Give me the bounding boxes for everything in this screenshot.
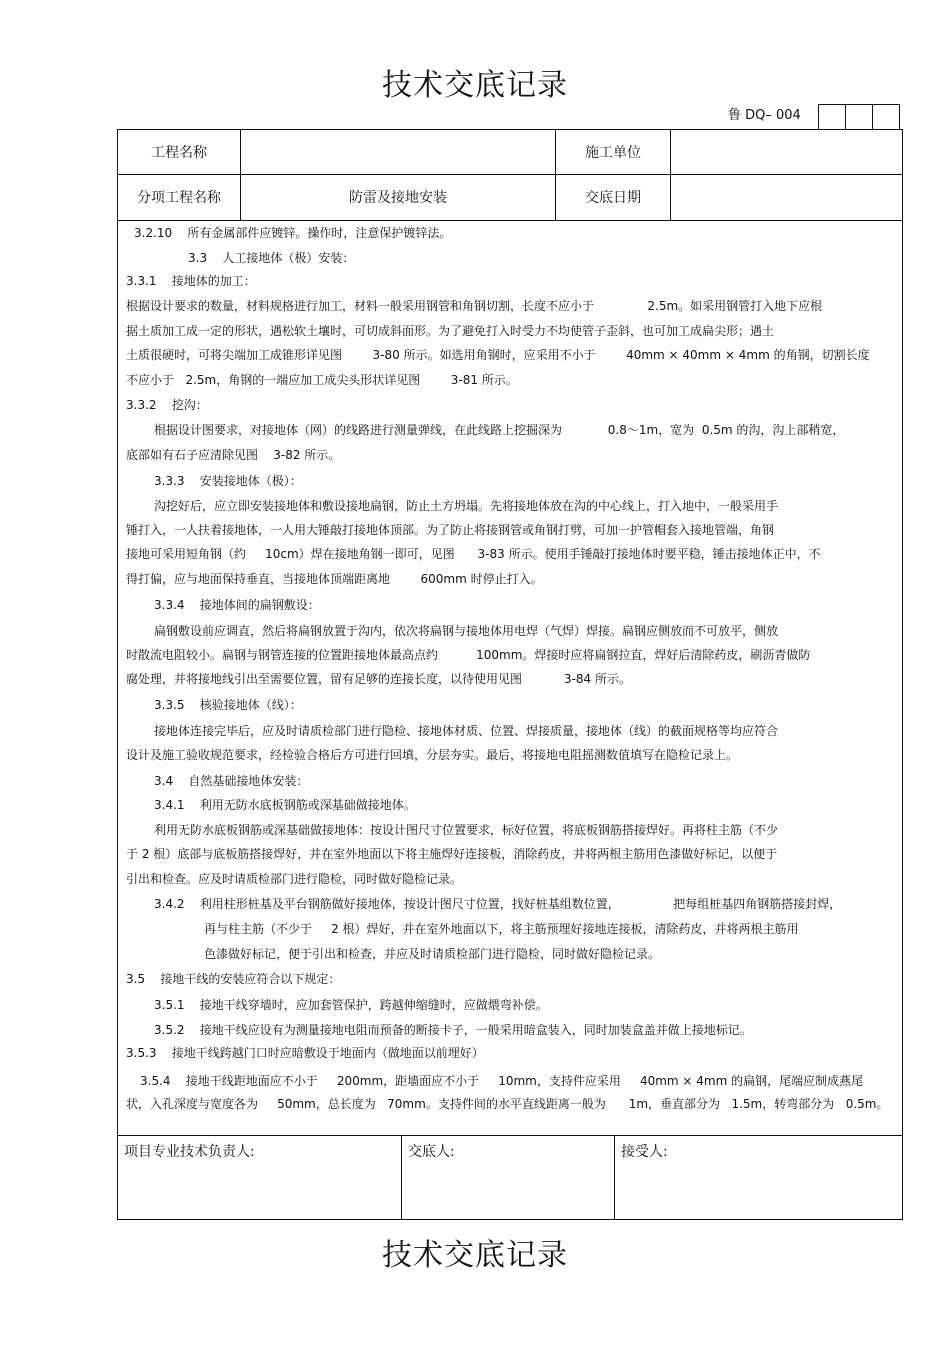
content-line: 3.5.3 接地干线跨越门口时应暗敷设于地面内（做地面以前埋好） [126, 1046, 484, 1060]
content-line: 3.5.2 接地干线应设有为测量接地电阻而预备的断接卡子，一般采用暗盒装入，同时加装盒盖并做上接地标记。 [154, 1023, 752, 1037]
content-line: 得打偏，应与地面保持垂直，当接地体顶端距离地 600mm 时停止打入。 [126, 572, 543, 586]
content-line: 接地体连接完毕后，应及时请质检部门进行隐检、接地体材质、位置、焊接质量，接地体（线）的截面规格等均应符合 [154, 724, 779, 738]
content-line: 不应小于 2.5m，角钢的一端应加工成尖头形状详见图 3-81 所示。 [126, 373, 518, 387]
content-line: 据土质加工成一定的形状，遇松软土壤时，可切成斜面形。为了避免打入时受力不均使管子歪斜，也可加工成扁尖形；遇土 [126, 324, 775, 338]
content-line: 再与柱主筋（不少于 2 根）焊好，并在室外地面以下，将主筋预埋好接地连接板，清除药皮，并将两根主筋用 [204, 922, 799, 936]
document-number-boxes [818, 104, 900, 129]
discloser-signature-field [402, 1136, 615, 1220]
content-line: 3.2.10 所有金属部件应镀锌。操作时，注意保护镀锌法。 [134, 226, 452, 240]
date-label: 交底日期 [556, 174, 671, 220]
content-line: 3.3.2 挖沟： [126, 398, 208, 412]
content-line: 锤打入，一人扶着接地体，一人用大锤敲打接地体顶部。为了防止将接钢管或角钢打劈，可加一护管帽套入接地管端，角钢 [126, 523, 775, 537]
content-line: 扁钢敷设前应调直，然后将扁钢放置于沟内，依次将扁钢与接地体用电焊（气焊）焊接。扁钢应侧放而不可放平，侧放 [154, 624, 779, 638]
content-line: 根据设计要求的数量，材料规格进行加工，材料一般采用钢管和角钢切割，长度不应小于 2.5m。如采用钢管打入地下应根 [126, 299, 823, 313]
content-line: 3.3.5 核验接地体（线）： [154, 698, 302, 712]
document-title: 技术交底记录 [382, 68, 568, 103]
content-line: 时散流电阻较小。扁钢与钢管连接的位置距接地体最高点约 100mm。焊接时应将扁钢拉直，焊好后清除药皮，刷沥青做防 [126, 648, 811, 662]
content-line: 腐处理，并将接地线引出至需要位置，留有足够的连接长度，以待使用见图 3-84 所示。 [126, 672, 632, 686]
number-box [846, 105, 873, 129]
content-line: 于 2 根）底部与底板筋搭接焊好，并在室外地面以下将主施焊好连接板，消除药皮，并将两根主筋用色漆做好标记，以便于 [126, 847, 778, 861]
content-line: 3.4.2 利用柱形桩基及平台钢筋做好接地体，按设计图尺寸位置，找好桩基组数位置， 把每组桩基四角钢筋搭接封焊， [154, 897, 842, 911]
content-line: 接地可采用短角钢（约 10cm）焊在接地角钢一即可，见图 3-83 所示。使用手锤敲打接地体时要平稳，锤击接地体正中，不 [126, 547, 821, 561]
tech-lead-signature-field [118, 1136, 402, 1220]
construction-unit-value [671, 130, 902, 174]
next-page-title: 技术交底记录 [382, 1238, 568, 1273]
document-number: 鲁 DQ– 004 [728, 108, 801, 123]
tech-lead-label: 项目专业技术负责人: [124, 1144, 255, 1160]
content-line: 土质很硬时，可将尖端加工成锥形详见图 3-80 所示。如选用角钢时，应采用不小于 40mm × 40mm × 4mm 的角钢，切割长度 [126, 348, 870, 362]
project-name-value [241, 130, 556, 174]
record-sheet [117, 129, 903, 1220]
sub-project-label: 分项工程名称 [118, 174, 241, 220]
content-line: 设计及施工验收规范要求，经检验合格后方可进行回填，分层夯实。最后，将接地电阻摇测数值填写在隐检记录上。 [126, 748, 739, 762]
header-row-subproject [118, 174, 902, 221]
content-line: 3.4 自然基础接地体安装： [154, 774, 309, 788]
construction-unit-label: 施工单位 [556, 130, 671, 174]
sub-project-value: 防雷及接地安装 [241, 174, 556, 220]
content-line: 色漆做好标记，便于引出和检查，并应及时请质检部门进行隐检，同时做好隐检记录。 [204, 947, 661, 961]
content-line: 3.5.1 接地干线穿墙时，应加套管保护，跨越伸缩缝时，应做煨弯补偿。 [154, 998, 548, 1012]
project-name-label: 工程名称 [118, 130, 241, 174]
receiver-signature-field [615, 1136, 902, 1220]
content-line: 状，入孔深度与宽度各为 50mm，总长度为 70mm。支持件间的水平直线距离一般为 1m，垂直部分为 1.5m，转弯部分为 0.5m。 [126, 1097, 889, 1111]
content-line: 引出和检查。应及时请质检部门进行隐检，同时做好隐检记录。 [126, 872, 463, 886]
number-box [819, 105, 846, 129]
content-line: 3.3.1 接地体的加工： [126, 274, 256, 288]
content-line: 3.3 人工接地体（极）安装： [188, 251, 355, 265]
number-box [873, 105, 899, 129]
content-line: 3.4.1 利用无防水底板钢筋或深基础做接地体。 [154, 798, 416, 812]
content-line: 3.3.3 安装接地体（极）： [154, 474, 302, 488]
content-line: 根据设计图要求，对接地体（网）的线路进行测量弹线，在此线路上挖掘深为 0.8～1m，宽为 0.5m 的沟，沟上部稍宽， [154, 423, 845, 437]
content-line: 沟挖好后，应立即安装接地体和敷设接地扁钢，防止土方坍塌。先将接地体放在沟的中心线上，打入地中，一般采用手 [154, 499, 779, 513]
content-line: 利用无防水底板钢筋或深基础做接地体：按设计图尺寸位置要求，标好位置，将底板钢筋搭接焊好。再将柱主筋（不少 [154, 823, 779, 837]
header-row-project [118, 130, 902, 175]
date-value [671, 174, 902, 220]
content-line: 底部如有石子应清除见图 3-82 所示。 [126, 448, 341, 462]
content-line: 3.5.4 接地干线距地面应不小于 200mm，距墙面应不小于 10mm，支持件应采用 40mm × 4mm 的扁钢，尾端应制成燕尾 [140, 1074, 864, 1088]
content-line: 3.5 接地干线的安装应符合以下规定： [126, 972, 341, 986]
content-line: 3.3.4 接地体间的扁钢敷设： [154, 598, 320, 612]
discloser-label: 交底人: [408, 1144, 455, 1160]
signature-row [118, 1135, 902, 1220]
receiver-label: 接受人: [621, 1144, 668, 1160]
